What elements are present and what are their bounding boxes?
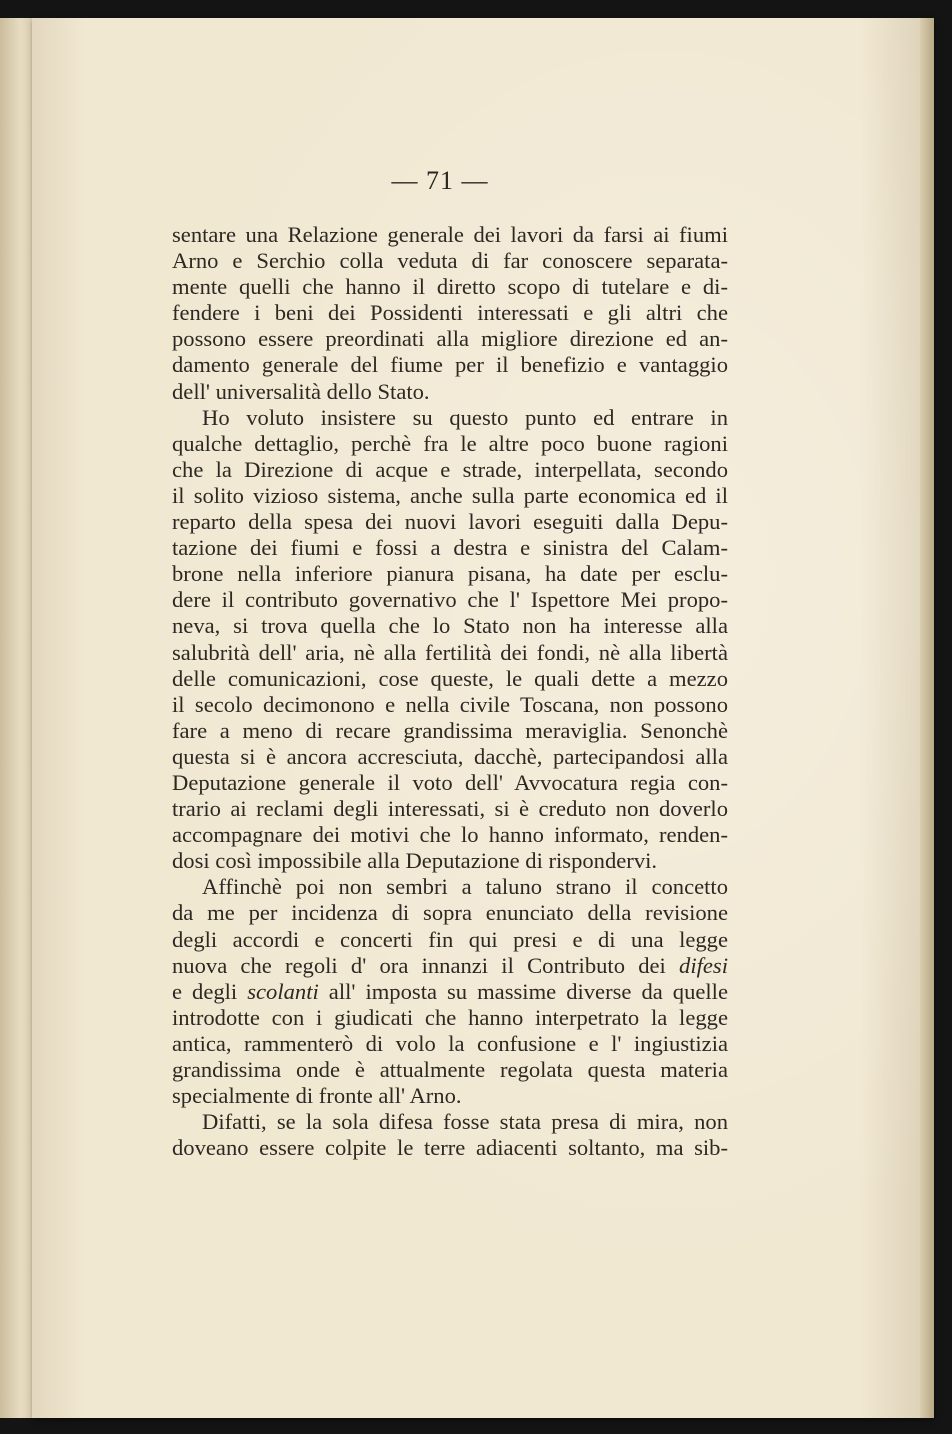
text-line: antica, rammenterò di volo la confusione e l' ingiustizia bbox=[172, 1030, 728, 1056]
text-line: Arno e Serchio colla veduta di far conoscere separata- bbox=[172, 248, 728, 274]
text-line: questa si è ancora accresciuta, dacchè, partecipandosi alla bbox=[172, 743, 728, 769]
text-line: dere il contributo governativo che l' Ispettore Mei propo- bbox=[172, 587, 728, 613]
text-line: qualche dettaglio, perchè fra le altre poco buone ragioni bbox=[172, 430, 728, 456]
text-line: reparto della spesa dei nuovi lavori eseguiti dalla Depu- bbox=[172, 509, 728, 535]
text-line: che la Direzione di acque e strade, interpellata, secondo bbox=[172, 456, 728, 482]
text-line: sentare una Relazione generale dei lavori da farsi ai fiumi bbox=[172, 222, 728, 247]
text-line: delle comunicazioni, cose queste, le quali dette a mezzo bbox=[172, 665, 728, 691]
text-line: doveano essere colpite le terre adiacenti soltanto, ma sib- bbox=[172, 1135, 728, 1161]
text-line: fendere i beni dei Possidenti interessati e gli altri che bbox=[172, 300, 728, 326]
text-line: degli accordi e concerti fin qui presi e di una legge bbox=[172, 926, 728, 952]
text-line: tazione dei fiumi e fossi a destra e sinistra del Calam- bbox=[172, 535, 728, 561]
text-line: grandissima onde è attualmente regolata questa materia bbox=[172, 1057, 728, 1082]
text-line: Affinchè poi non sembri a taluno strano il concetto bbox=[202, 874, 728, 900]
text-line: accompagnare dei motivi che lo hanno informato, renden- bbox=[172, 822, 728, 848]
text-line: damento generale del fiume per il benefizio e vantaggio bbox=[172, 352, 728, 378]
text-line: dell' universalità dello Stato. bbox=[172, 378, 430, 404]
text-line: Ho voluto insistere su questo punto ed entrare in bbox=[202, 404, 728, 430]
text-line: salubrità dell' aria, nè alla fertilità dei fondi, nè alla libertà bbox=[172, 639, 728, 665]
text-line: e degli scolanti all' imposta su massime diverse da quelle bbox=[172, 978, 728, 1004]
text-line: brone nella inferiore pianura pisana, ha date per esclu- bbox=[172, 561, 728, 587]
text-line: il secolo decimonono e nella civile Toscana, non possono bbox=[172, 691, 728, 717]
text-line: introdotte con i giudicati che hanno interpetrato la legge bbox=[172, 1004, 728, 1030]
text-line: trario ai reclami degli interessati, si è creduto non doverlo bbox=[172, 796, 728, 822]
body-text bbox=[172, 222, 728, 1161]
text-line: possono essere preordinati alla migliore direzione ed an- bbox=[172, 326, 728, 352]
text-line: neva, si trova quella che lo Stato non ha interesse alla bbox=[172, 613, 728, 639]
page-number: — 71 — bbox=[391, 166, 489, 195]
text-line: da me per incidenza di sopra enunciato della revisione bbox=[172, 900, 728, 926]
text-line: il solito vizioso sistema, anche sulla parte economica ed il bbox=[172, 482, 728, 508]
text-line: specialmente di fronte all' Arno. bbox=[172, 1083, 462, 1109]
page-fore-edge bbox=[920, 18, 934, 1418]
text-line: dosi così impossibile alla Deputazione di rispondervi. bbox=[172, 848, 658, 874]
facing-page-edge bbox=[0, 18, 35, 1418]
text-line: Difatti, se la sola difesa fosse stata presa di mira, non bbox=[202, 1109, 728, 1135]
text-line: mente quelli che hanno il diretto scopo di tutelare e di- bbox=[172, 274, 728, 300]
text-line: fare a meno di recare grandissima meraviglia. Senonchè bbox=[172, 717, 728, 743]
text-line: nuova che regoli d' ora innanzi il Contributo dei difesi bbox=[172, 952, 728, 978]
text-line: Deputazione generale il voto dell' Avvocatura regia con- bbox=[172, 769, 728, 795]
